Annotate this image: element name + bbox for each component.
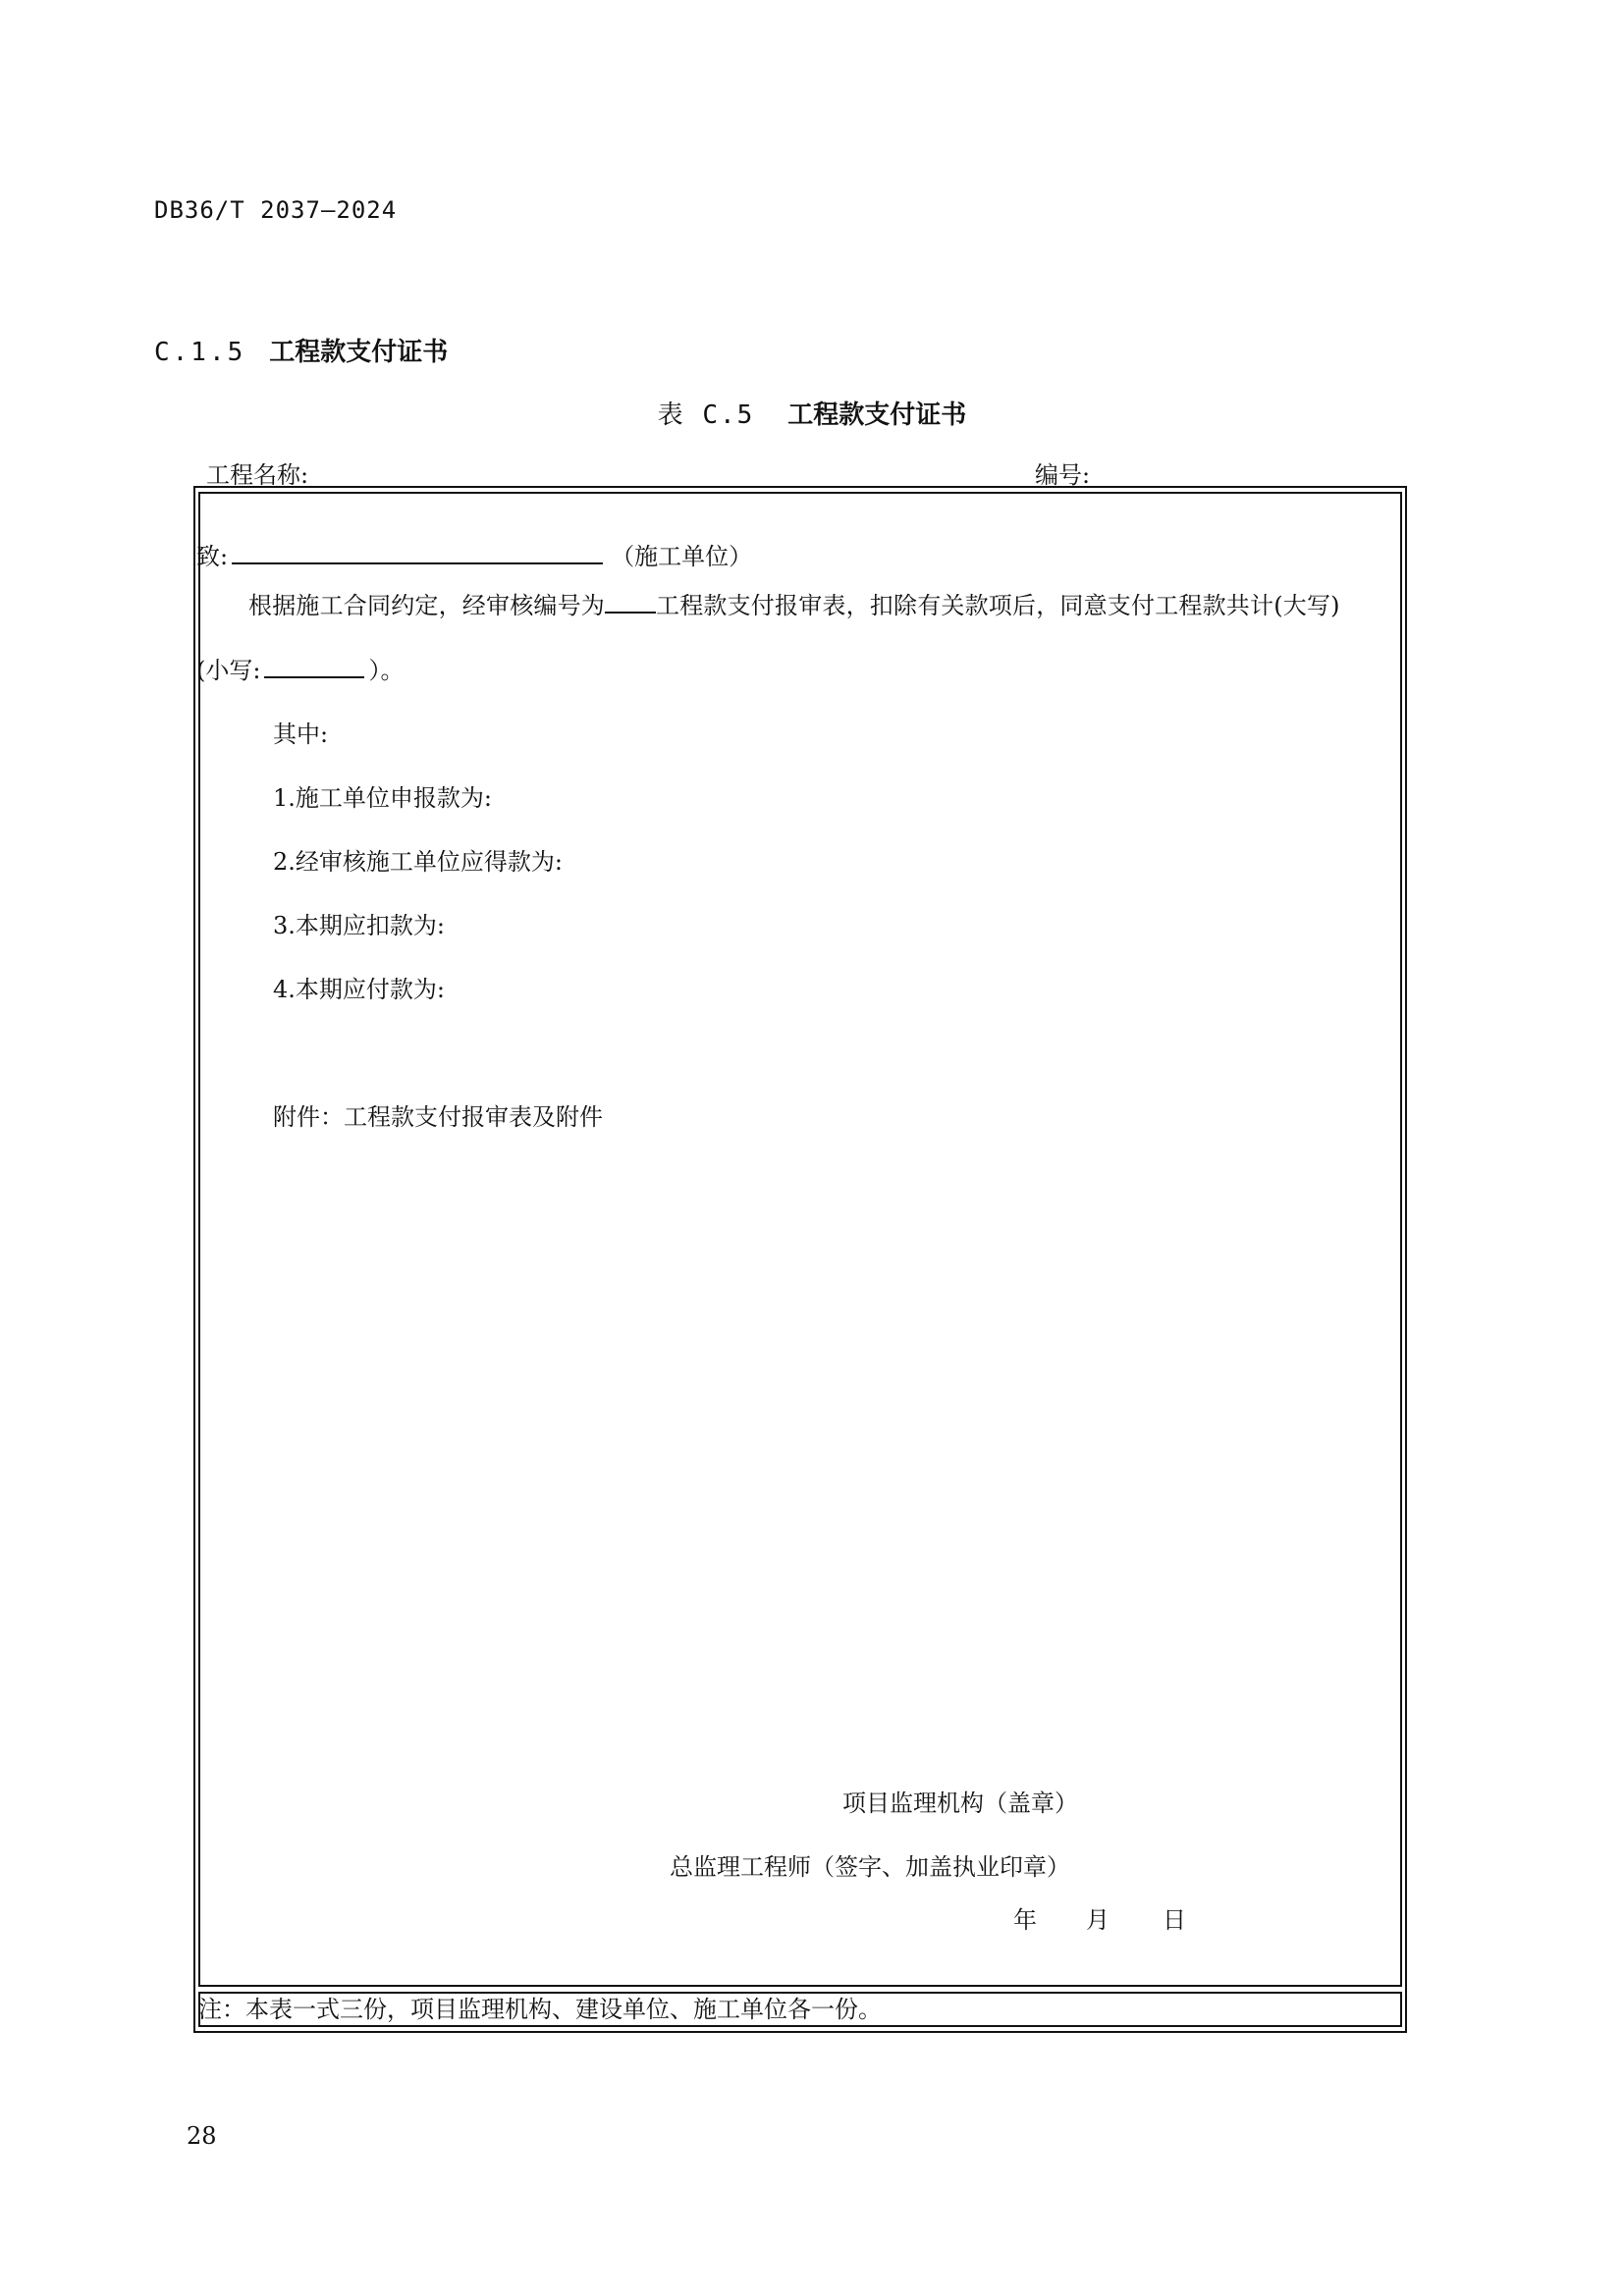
attachment-line: 附件：工程款支付报审表及附件 [273,1103,603,1131]
date-year-label: 年 [1013,1906,1037,1934]
section-title: 工程款支付证书 [269,338,449,367]
table-number: 表 C.5 [657,400,755,430]
chief-engineer-signature: 总监理工程师（签字、加盖执业印章） [670,1853,1070,1881]
page-number: 28 [187,2122,217,2150]
section-heading [154,332,448,368]
form-main-cell [198,492,1402,1987]
review-number-blank[interactable] [605,590,656,614]
item-approved-amount: 2.经审核施工单位应得款为: [273,848,563,876]
paragraph-end: ）。 [368,657,405,684]
addressee-prefix: 致: [196,543,229,570]
addressee-blank[interactable] [232,539,603,564]
form-note: 注：本表一式三份，项目监理机构、建设单位、施工单位各一份。 [198,1996,882,2023]
document-code: DB36/T 2037—2024 [154,196,398,224]
payment-paragraph-line-1 [248,586,1340,620]
table-caption [0,395,1624,431]
among-label: 其中: [273,721,329,748]
payment-paragraph-line-2 [196,651,404,685]
lowercase-amount-label: (小写: [196,657,261,684]
addressee-suffix: （施工单位） [611,543,753,570]
paragraph-text-b: 工程款支付报审表，扣除有关款项后，同意支付工程款共计(大写) [656,592,1340,619]
paragraph-text-a: 根据施工合同约定，经审核编号为 [248,592,605,619]
date-day-label: 日 [1163,1906,1186,1934]
item-payable-amount: 4.本期应付款为: [273,976,445,1003]
supervision-org-seal: 项目监理机构（盖章） [842,1789,1078,1817]
date-month-label: 月 [1086,1906,1110,1934]
addressee-line [196,537,752,571]
serial-number-label: 编号: [1035,461,1091,489]
section-number: C.1.5 [154,338,246,367]
table-title: 工程款支付证书 [787,400,967,430]
item-declared-amount: 1.施工单位申报款为: [273,784,492,812]
item-deduction-amount: 3.本期应扣款为: [273,912,445,939]
lowercase-amount-blank[interactable] [264,655,364,678]
project-name-label: 工程名称: [206,461,309,489]
